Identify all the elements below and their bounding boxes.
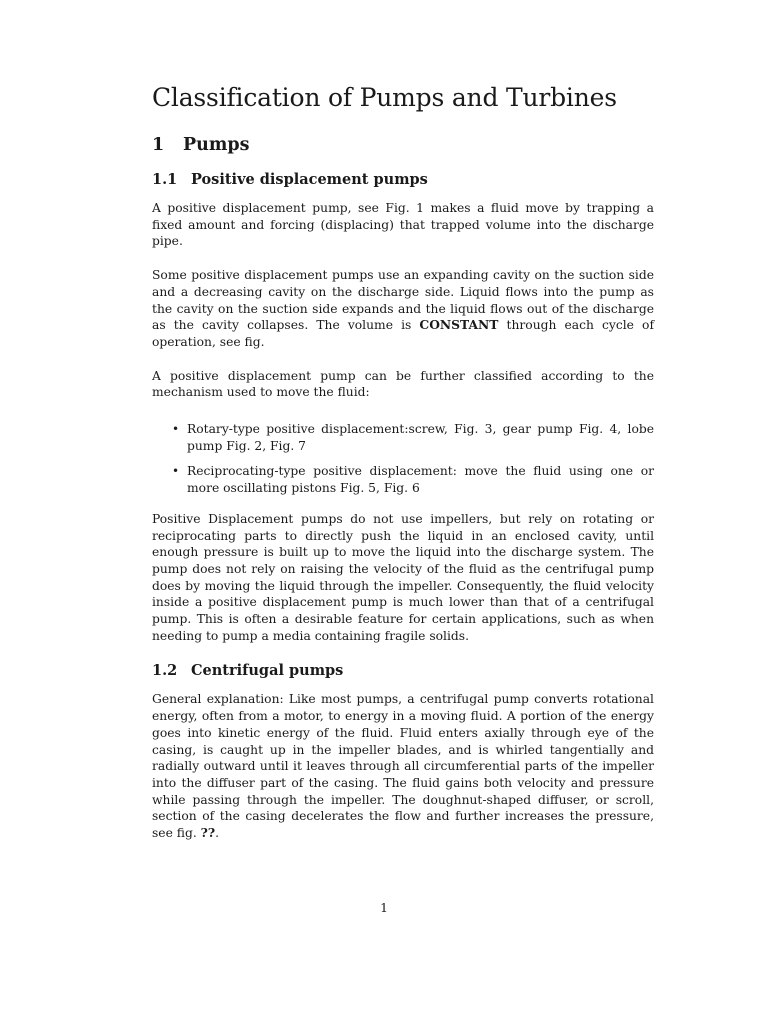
paragraph-text: General explanation: Like most pumps, a centrifugal pump converts rotational energy, often from a motor, to energy in a moving fluid. A portion of the energy goes into kinetic energy of the fluid. Fluid enters axially through eye of the casing, is caught up in the impeller blades, and is whirled tangentially and radially outward until it leaves through all circumferential parts of the impeller into the diffuser part of the casing. The fluid gains both velocity and pressure while passing through the impeller. The doughnut-shaped diffuser, or scroll, section of the casing decelerates the flow and further increases the pressure, see fig.	[152, 692, 654, 841]
paragraph-pd-cavity	[152, 267, 654, 351]
list-item-text: Reciprocating-type positive displacement: move the fluid using one or more oscillating pistons Fig. 5, Fig. 6	[187, 464, 654, 496]
subsection-number: 1.1	[152, 171, 178, 188]
paragraph-text: Some positive displacement pumps use an expanding cavity on the suction side and a decreasing cavity on the discharge side. Liquid flows into the pump as the cavity on the suction side expands and the liquid flows out of the discharge as the cavity collapses. The volume is	[152, 268, 654, 333]
section-heading-pumps	[152, 134, 654, 156]
list-item-text: Rotary-type positive displacement:screw, Fig. 3, gear pump Fig. 4, lobe pump Fig. 2, Fig. 7	[187, 422, 654, 453]
paragraph-pd-impellers: Positive Displacement pumps do not use impellers, but rely on rotating or reciprocating parts to directly push the liquid in an enclosed cavity, until enough pressure is built up to move the liquid into the discharge system. The pump does not rely on raising the velocity of the fluid as the centrifugal pump does by moving the liquid through the impeller. Consequently, the fluid velocity inside a positive displacement pump is much lower than that of a centrifugal pump. This is often a desirable feature for certain applications, such as when needing to pump a media containing fragile solids.	[152, 511, 654, 643]
paragraph-text: through each cycle of operation, see fig.	[152, 318, 655, 349]
subsection-number: 1.2	[152, 662, 178, 680]
paragraph-centrifugal-explanation	[152, 691, 654, 841]
bullet-icon: •	[172, 464, 180, 479]
page-content	[152, 82, 654, 859]
subsection-heading-centrifugal	[152, 661, 654, 681]
list-item-reciprocating	[152, 463, 654, 496]
bullet-list-pd-types	[152, 421, 654, 497]
document-title: Classification of Pumps and Turbines	[152, 83, 617, 112]
page-number: 1	[380, 901, 388, 915]
subsection-title: Positive displacement pumps	[191, 171, 428, 188]
section-title: Pumps	[183, 135, 250, 155]
paragraph-pd-definition: A positive displacement pump, see Fig. 1 makes a fluid move by trapping a fixed amount and forcing (displacing) that trapped volume into the discharge pipe.	[152, 201, 654, 249]
paragraph-pd-classification: A positive displacement pump can be further classified according to the mechanism used to move the fluid:	[152, 368, 654, 400]
subsection-title: Centrifugal pumps	[191, 662, 344, 680]
bullet-icon: •	[172, 422, 180, 437]
section-number: 1	[152, 135, 165, 155]
bold-term-constant: CONSTANT	[419, 317, 499, 333]
subsection-heading-positive-displacement	[152, 170, 654, 190]
list-item-rotary	[152, 421, 654, 454]
paragraph-text: .	[215, 826, 220, 841]
unresolved-reference: ??	[200, 825, 216, 841]
